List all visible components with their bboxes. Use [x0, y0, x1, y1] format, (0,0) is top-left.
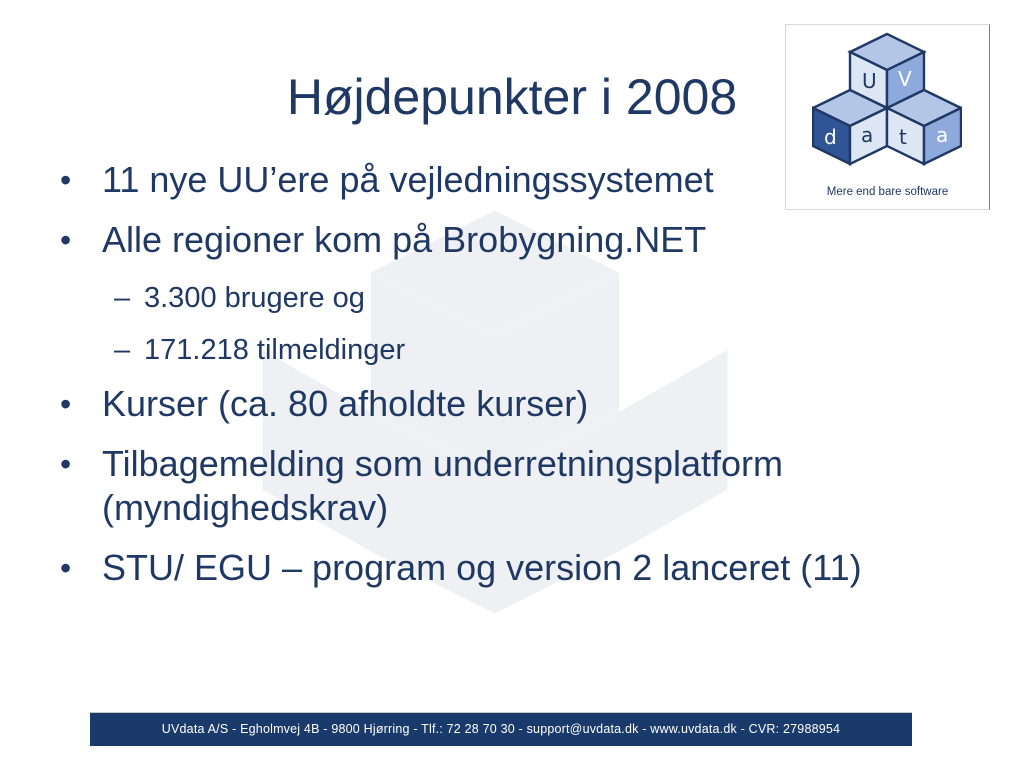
logo-letter-t: t	[899, 125, 907, 149]
bullet-list	[60, 158, 1000, 606]
bullet-dash-icon: –	[114, 334, 131, 366]
bullet-item	[60, 382, 1000, 426]
bullet-dash-icon: –	[114, 282, 131, 314]
bullet-text: Tilbagemelding som underretningsplatform (myndighedskrav)	[102, 443, 784, 528]
bullet-item	[60, 546, 1000, 590]
bullet-text: Alle regioner kom på Brobygning.NET	[102, 219, 707, 260]
logo-letter-v: V	[898, 67, 912, 91]
bullet-dot-icon: •	[60, 162, 72, 198]
sub-bullet-item	[60, 330, 1000, 370]
logo-letter-a2: a	[936, 123, 949, 147]
bullet-dot-icon: •	[60, 446, 72, 482]
footer-bar	[90, 712, 912, 746]
logo-letter-a1: a	[861, 123, 874, 147]
bullet-dot-icon: •	[60, 550, 72, 586]
footer-contact-text: UVdata A/S - Egholmvej 4B - 9800 Hjørring - Tlf.: 72 28 70 30 - support@uvdata.dk - www.uvdata.dk - CVR: 27988954	[161, 722, 841, 736]
logo-letter-u: U	[862, 69, 877, 93]
bullet-dot-icon: •	[60, 222, 72, 258]
bullet-text: 171.218 tilmeldinger	[144, 334, 406, 366]
sub-bullet-item	[60, 278, 1000, 318]
bullet-dot-icon: •	[60, 386, 72, 422]
slide-title: Højdepunkter i 2008	[286, 69, 738, 125]
logo-tagline: Mere end bare software	[826, 186, 949, 198]
bullet-item	[60, 218, 1000, 262]
bullet-text: Kurser (ca. 80 afholdte kurser)	[102, 383, 589, 424]
bullet-text: 11 nye UU’ere på vejledningssystemet	[102, 159, 714, 200]
bullet-text: 3.300 brugere og	[144, 282, 365, 314]
bullet-item	[60, 158, 1000, 202]
logo-letter-d: d	[824, 125, 837, 149]
bullet-text: STU/ EGU – program og version 2 lanceret (11)	[102, 547, 862, 588]
bullet-item	[60, 442, 1000, 530]
uvdata-cubes-icon	[812, 28, 962, 178]
